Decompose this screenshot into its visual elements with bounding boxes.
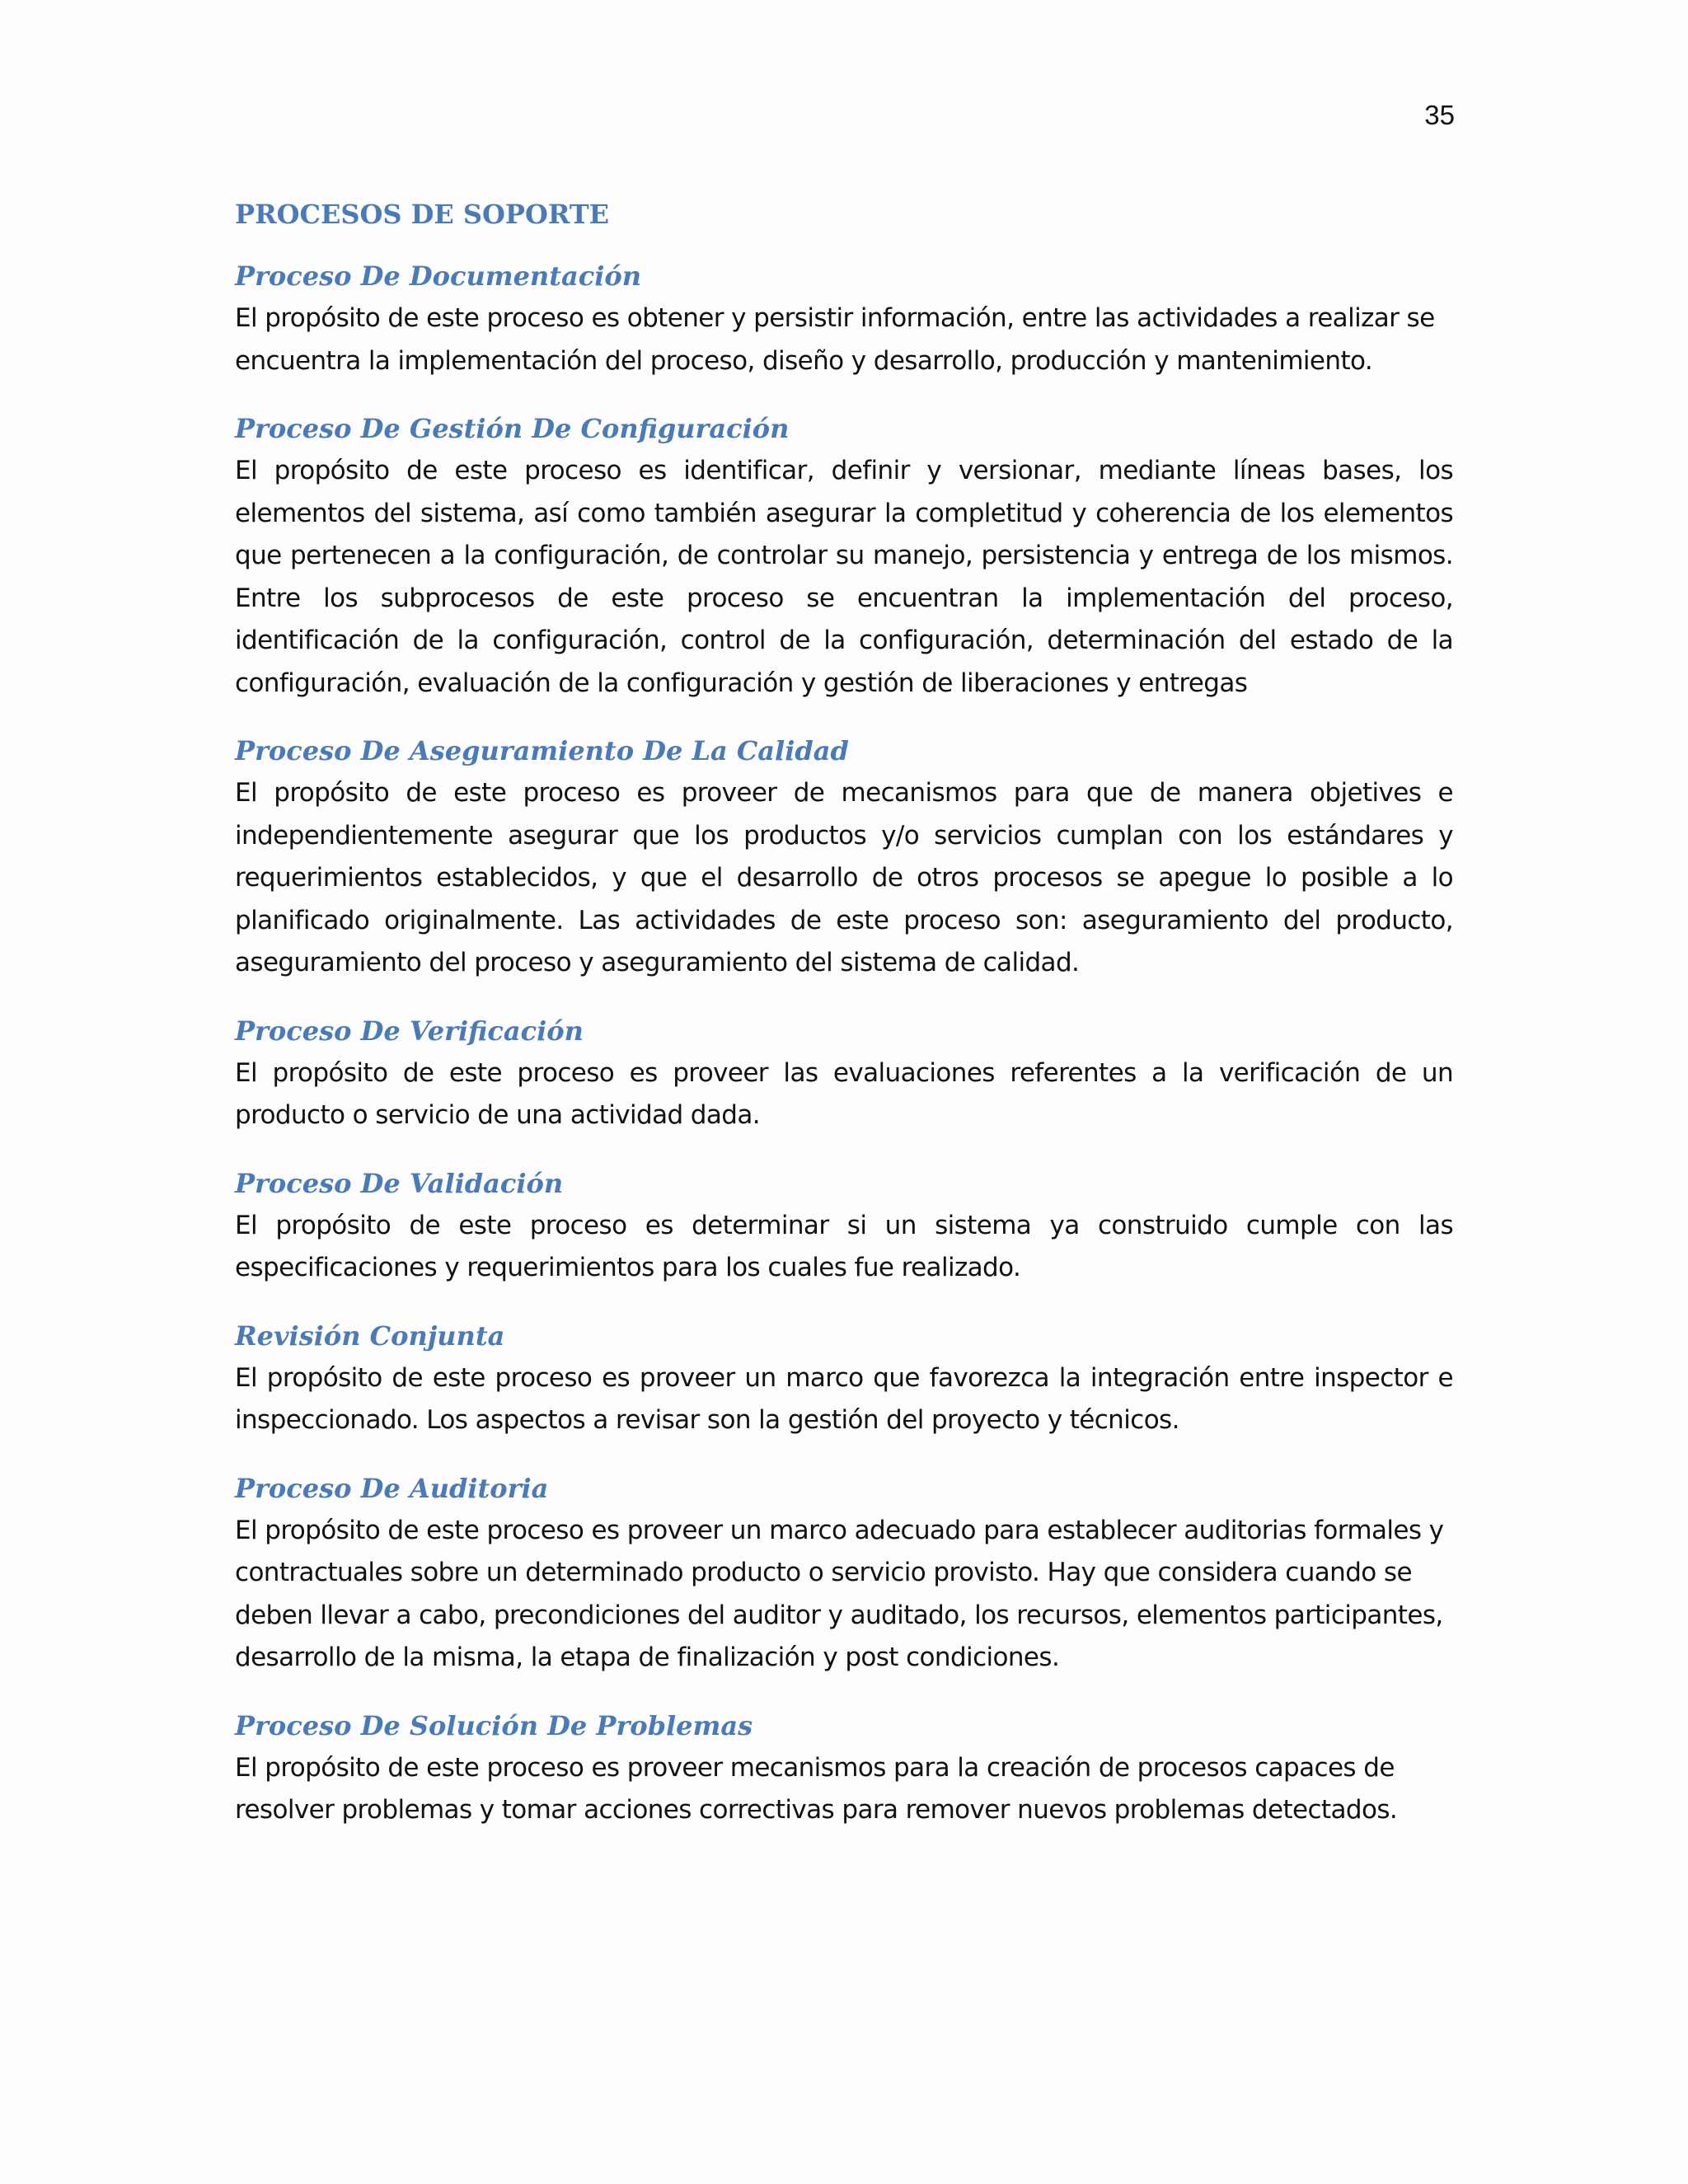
section-verificacion xyxy=(235,1010,1453,1137)
section-body: El propósito de este proceso es proveer un marco que favorezca la integración entre inspector e inspeccionado. Los aspectos a revisar son la gestión del proyecto y técnicos. xyxy=(235,1362,1453,1435)
section-title: Proceso De Documentación xyxy=(235,260,641,292)
section-title: Proceso De Auditoria xyxy=(235,1472,549,1504)
page-content xyxy=(235,190,1453,1858)
section-title: Proceso De Aseguramiento De La Calidad xyxy=(235,735,849,766)
section-body: El propósito de este proceso es proveer de mecanismos para que de manera objetives e independientemente asegurar que los productos y/o servicios cumplan con los estándares y requerimientos establecidos, y que el desarrollo de otros procesos se apegue lo posible a lo planificado originalmente. Las actividades de este proceso son: aseguramiento del producto, aseguramiento del proceso y aseguramiento del sistema de calidad. xyxy=(235,778,1453,977)
section-validacion xyxy=(235,1163,1453,1290)
section-auditoria xyxy=(235,1468,1453,1680)
section-title: Proceso De Gestión De Configuración xyxy=(235,413,790,444)
section-body: El propósito de este proceso es determinar si un sistema ya construido cumple con las especificaciones y requerimientos para los cuales fue realizado. xyxy=(235,1210,1453,1282)
section-body: El propósito de este proceso es proveer mecanismos para la creación de procesos capaces de resolver problemas y tomar acciones correctivas para remover nuevos problemas detectados. xyxy=(235,1752,1398,1825)
main-heading: PROCESOS DE SOPORTE xyxy=(235,199,610,230)
section-body: El propósito de este proceso es identificar, definir y versionar, mediante líneas bases, los elementos del sistema, así como también asegurar la completitud y coherencia de los elementos que pertenecen a la configuración, de controlar su manejo, persistencia y entrega de los mismos. Entre los subprocesos de este proceso se encuentran la implementación del proceso, identificación de la configuración, control de la configuración, determinación del estado de la configuración, evaluación de la configuración y gestión de liberaciones y entregas xyxy=(235,456,1453,698)
section-body: El propósito de este proceso es obtener y persistir información, entre las actividades a realizar se encuentra la implementación del proceso, diseño y desarrollo, producción y mantenimiento. xyxy=(235,303,1435,376)
section-body: El propósito de este proceso es proveer las evaluaciones referentes a la verificación de un producto o servicio de una actividad dada. xyxy=(235,1057,1453,1130)
section-gestion-configuracion xyxy=(235,408,1453,705)
section-title: Proceso De Verificación xyxy=(235,1015,584,1047)
section-aseguramiento-calidad xyxy=(235,730,1453,985)
section-solucion-problemas xyxy=(235,1705,1453,1832)
section-documentacion xyxy=(235,255,1453,382)
page-number: 35 xyxy=(1424,100,1455,130)
section-title: Proceso De Validación xyxy=(235,1167,564,1199)
section-body: El propósito de este proceso es proveer un marco adecuado para establecer auditorias formales y contractuales sobre un determinado producto o servicio provisto. Hay que considera cuando se deben llevar a cabo, precondiciones del auditor y auditado, los recursos, elementos participantes, desarrollo de la misma, la etapa de finalización y post condiciones. xyxy=(235,1515,1444,1672)
section-title: Proceso De Solución De Problemas xyxy=(235,1709,753,1741)
section-title: Revisión Conjunta xyxy=(235,1319,505,1352)
section-revision-conjunta xyxy=(235,1315,1453,1442)
